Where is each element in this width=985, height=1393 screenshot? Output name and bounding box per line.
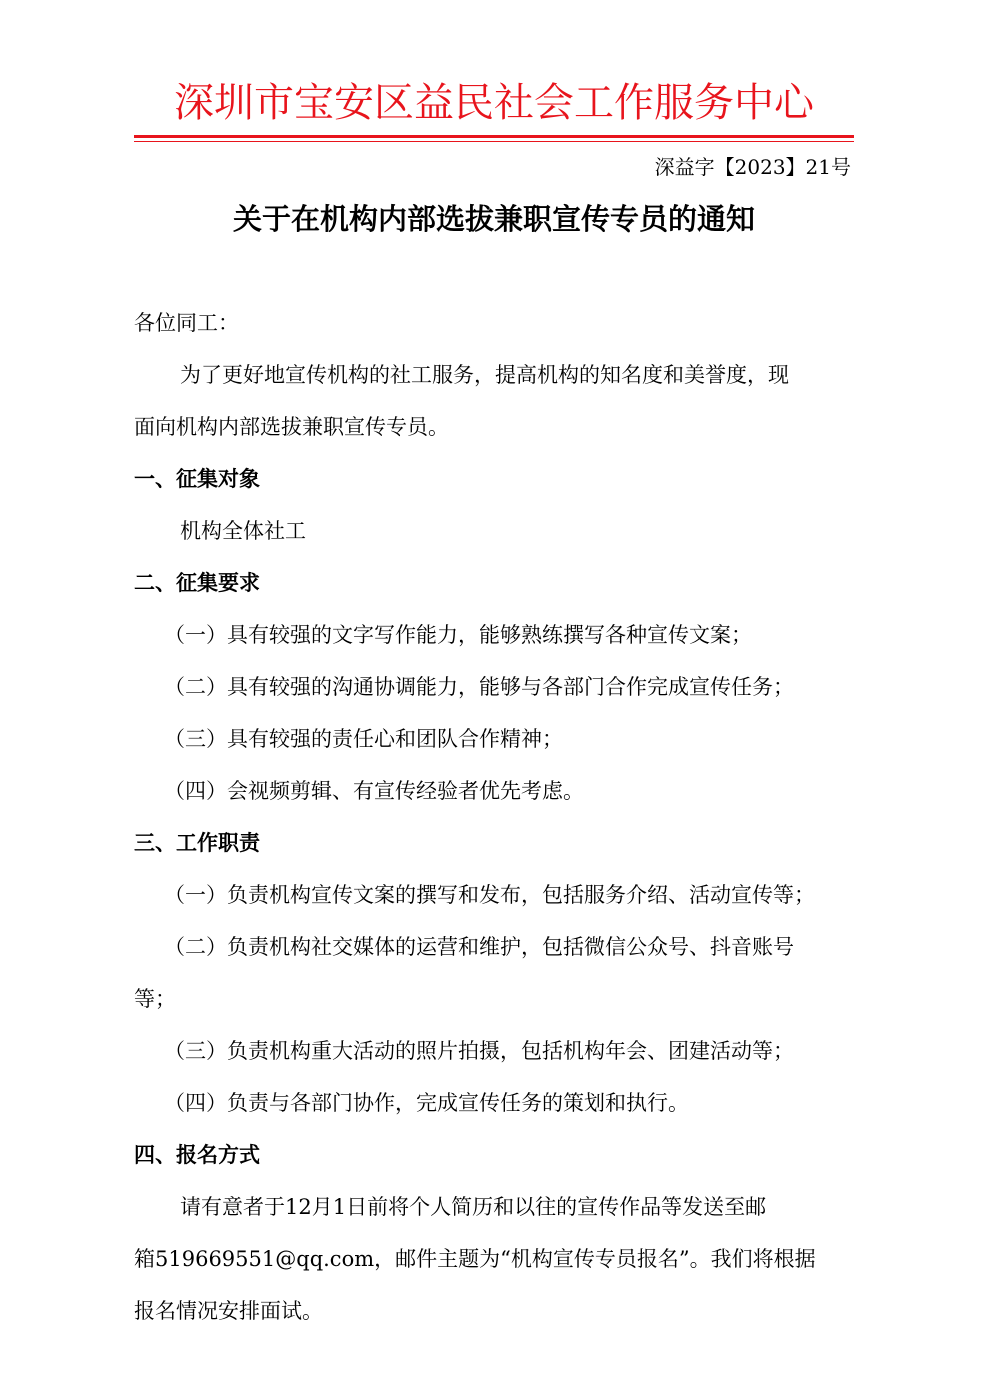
section-heading-duties: 三、工作职责 <box>134 831 260 855</box>
header-rule-thin <box>134 141 854 142</box>
duty-item: （四）负责与各部门协作，完成宣传任务的策划和执行。 <box>164 1091 689 1115</box>
requirement-item: （三）具有较强的责任心和团队合作精神； <box>164 727 563 751</box>
duty-item: （二）负责机构社交媒体的运营和维护，包括微信公众号、抖音账号 <box>164 935 794 959</box>
intro-line-1: 为了更好地宣传机构的社工服务，提高机构的知名度和美誉度，现 <box>180 363 789 387</box>
notice-title: 关于在机构内部选拔兼职宣传专员的通知 <box>232 202 755 236</box>
application-line-1: 请有意者于12月1日前将个人简历和以往的宣传作品等发送至邮 <box>180 1195 767 1219</box>
duty-item: （三）负责机构重大活动的照片拍摄，包括机构年会、团建活动等； <box>164 1039 794 1063</box>
salutation: 各位同工： <box>134 311 239 335</box>
requirement-item: （一）具有较强的文字写作能力，能够熟练撰写各种宣传文案； <box>164 623 752 647</box>
section-heading-targets: 一、征集对象 <box>134 467 260 491</box>
application-line-3: 报名情况安排面试。 <box>134 1299 323 1323</box>
requirement-item: （二）具有较强的沟通协调能力，能够与各部门合作完成宣传任务； <box>164 675 794 699</box>
targets-content: 机构全体社工 <box>180 519 306 543</box>
header-rule-thick <box>134 135 854 138</box>
requirement-item: （四）会视频剪辑、有宣传经验者优先考虑。 <box>164 779 584 803</box>
application-line-2: 箱519669551@qq.com，邮件主题为“机构宣传专员报名”。我们将根据 <box>134 1247 816 1271</box>
section-heading-requirements: 二、征集要求 <box>134 571 260 595</box>
notice-body <box>134 300 854 1340</box>
organization-name: 深圳市宝安区益民社会工作服务中心 <box>174 80 814 126</box>
document-number: 深益字【2023】21号 <box>654 155 851 179</box>
duty-item-continuation: 等； <box>134 987 176 1011</box>
duty-item: （一）负责机构宣传文案的撰写和发布，包括服务介绍、活动宣传等； <box>164 883 815 907</box>
section-heading-application: 四、报名方式 <box>134 1143 260 1167</box>
intro-line-2: 面向机构内部选拔兼职宣传专员。 <box>134 415 449 439</box>
